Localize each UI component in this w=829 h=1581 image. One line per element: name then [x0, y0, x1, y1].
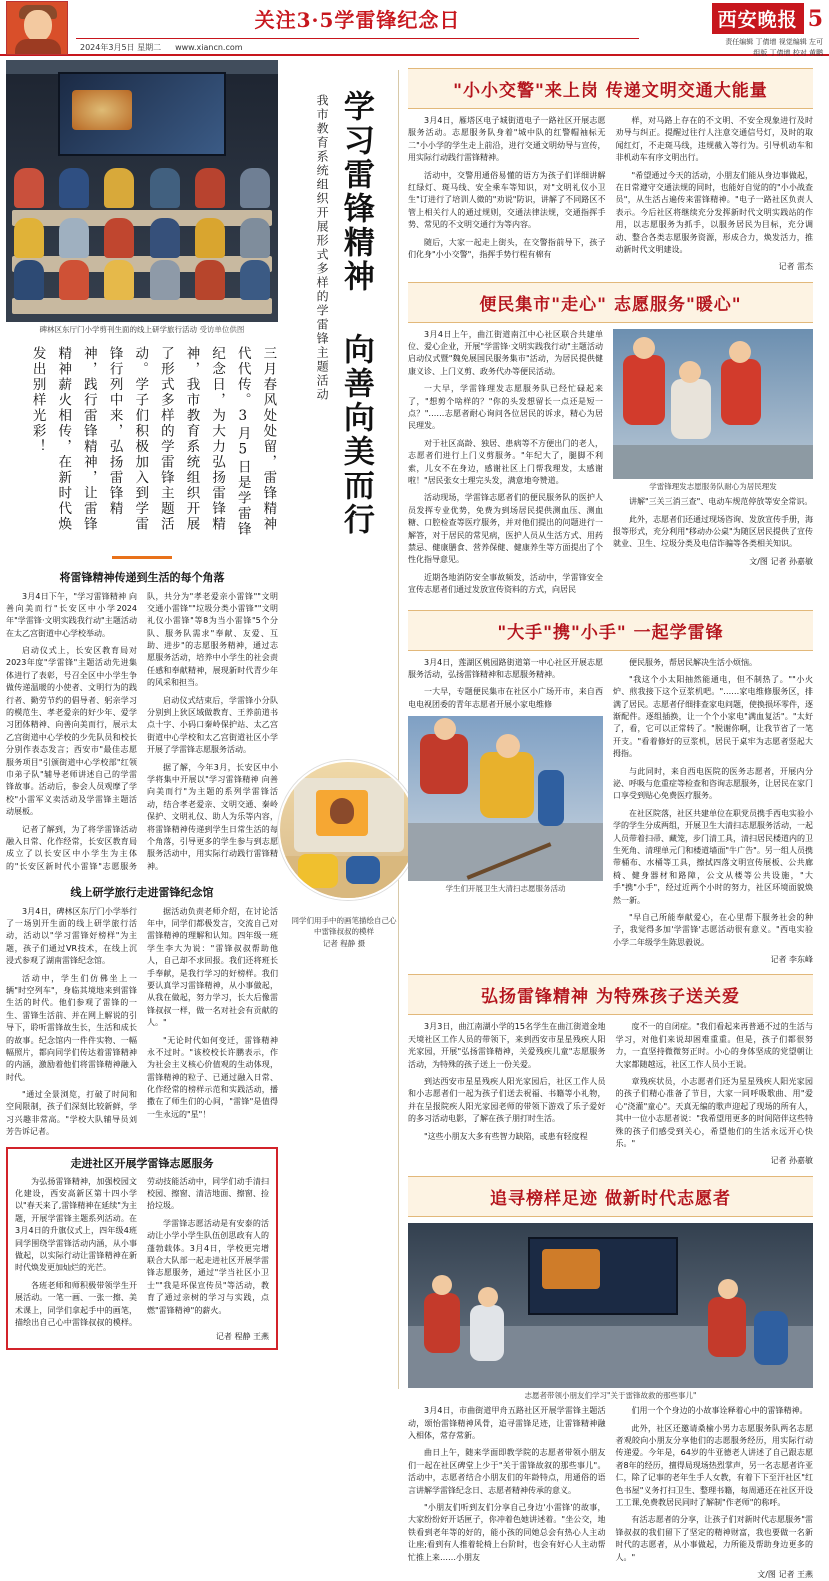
paper-name: 西安晚报 — [712, 3, 804, 34]
intro-text: 三月春风处处留，雷锋精神代代传。3月5日是学雷锋纪念日，为大力弘扬雷锋精神，我市教育系统组织开展了形式多样的学雷锋主题活动。学子们积极加入到学雷锋行列中来，弘扬雷锋精神，践行雷锋精神，让雷锋精神薪火相传，在新时代焕发出别样光彩！ — [29, 345, 277, 537]
meeting-photo-caption: 志愿者带领小朋友们学习"关于雷锋故救的那些事儿" — [524, 1390, 697, 1400]
main-headline: 学习雷锋精神 向善向美而行 — [337, 90, 374, 537]
left-section2-body — [6, 906, 278, 1139]
redbox-byline: 记者 程静 王燕 — [215, 1332, 269, 1342]
paragraph: 随后，大家一起走上街头，在交警指前导下，孩子们化身"小小交警"，指挥手势行程有棉有 — [408, 237, 606, 259]
paragraph: 便民服务，帮居民解决生活小烦恼。 — [629, 657, 757, 667]
redbox-title: 走进社区开展学雷锋志愿服务 — [70, 1156, 214, 1170]
meeting-photo — [408, 1223, 813, 1388]
left-section1-body — [6, 591, 278, 876]
section-banner-title: 关注3·5学雷锋纪念日 — [254, 7, 461, 32]
haircut-volunteer-photo — [613, 329, 813, 479]
paragraph: 学雷锋志愿活动是有安泰的活动让小学小学生队伍创思政有人的蓬勃载体。3月4日，学校更完增联合大队部一起走进社区开展学雷锋志愿服务，通过"学当社区小卫士""我是环保宣传员"等活动，教育了通过亲树的学习与实践，点燃"雷锋精神"的薪火。 — [147, 1218, 269, 1315]
left-column — [6, 60, 278, 1399]
right-section1-byline: 记者 雷杰 — [778, 262, 813, 272]
credits-line-2: 组版 丁倩增 校对 黄鹏 — [753, 48, 823, 57]
paragraph: 3月4日，市曲街道甲舟五路社区开展学雷锋主题活动，颂怡雷锋精神风骨，追寻雷锋足迹，让雷锋精神融入相体，常存常新。 — [408, 1406, 606, 1441]
middle-column — [284, 60, 402, 1399]
page-number: 5 — [807, 5, 823, 32]
caption-byline: 记者 程静 摄 — [322, 938, 366, 948]
cleaning-photo — [408, 716, 603, 881]
paragraph: 到达西安市星星残疾人阳光家园后，社区工作人员和小志愿者们一起为孩子们送去祝福、书籍等小礼物，并在呈报院疾人阳光家园老师的带领下游戏了乐子爱好的多习活动电影，了解在孩子朋打时生活。 — [408, 1077, 606, 1124]
drawing-photo-caption — [288, 915, 400, 949]
right-section5-banner — [408, 1176, 813, 1217]
main-subhead: 我市教育系统组织开展形式多样的学雷锋主题活动 — [315, 94, 330, 402]
paragraph: 3月4日上午，曲江街道南江中心社区联合共建单位、爱心企业，开展"学雷锋·文明实践我行动"主题活动启动仪式暨"魏免展国民服务集市"活动，为居民提供健康义诊、上门义剪、政务代办等便民活动。 — [408, 329, 603, 376]
right-section3-body — [408, 657, 813, 967]
masthead-subline — [76, 38, 639, 53]
right-section1-title: "小小交警"来上岗 传递文明交通大能量 — [453, 81, 768, 101]
cleaning-photo-caption: 学生们开展卫生大清扫志愿服务活动 — [445, 884, 566, 894]
paragraph: 一大早，学雷锋理发志愿服务队已经忙碌起来了，"想剪个啥样的？"你的头发想留长一点还是短一点？"……志愿者耐心询问各位居民的诉求，精心为居民理发。 — [408, 384, 603, 431]
main-headline-block — [284, 90, 402, 537]
divider — [112, 556, 172, 559]
left-redbox-article — [6, 1147, 278, 1351]
paragraph: 各班老师和师积极带领学生开展活动。一笔一画、一张一擦、美术课上，同学们拿起手中的画笔，描绘出自己心中雷锋叔叔的模样。劳动技能活动中，同学们动手清扫校园、擦窗、清洁地面、擦窗、捡拾垃圾。 — [15, 1176, 269, 1327]
paragraph: 为弘扬雷锋精神，加强校园文化建设，西安高新区第十四小学以"春天来了,雷锋精神在延续"为主题，开展学雷锋主题系列活动。在3月4日的升旗仪式上，四年级4班同学围绕学雷锋活动内涵，从小事做起，以实际行动让雷锋精神在新时代焕发更加灿烂的光芒。 — [15, 1176, 137, 1273]
paragraph: 记者了解到，为了将学雷锋活动融入日常、化作经常，长安区教育局成立了以长安区中小学生为主体的"长安区新时代小雷锋"志愿服务队，共分为"孝老爱亲小雷锋""文明交通小雷锋""垃圾分类小雷锋""文明礼仪小雷锋"等8为当小雷锋"5个分队、服务队需求"奉献、友爱、互助、进步"的志愿服务精神，通过志愿服务活动，培养中小学生的社会责任感和奉献精神，展现新时代青少年的风采和担当。 — [6, 591, 278, 871]
left-section1-title: 将雷锋精神传递到生活的每个角落 — [59, 570, 225, 584]
right-section4-banner — [408, 974, 813, 1015]
paragraph: 3月4日，碑林区东厅门小学举行了一场别开生面的线上研学旅行活动，活动以"学习雷锋好榜样"为主题，孩子们通过VR技术，在线上沉浸式参观了湖南雷锋纪念馆。 — [6, 906, 137, 966]
paragraph: 3月4日，雁塔区电子城街道电子一路社区开展志愿服务活动。志愿服务队身着"城中队的红警帽袖标无二"小小学的学生走上前沿，进行交通文明幼导与宣传，用实际行动践行雷锋精神。 — [408, 116, 606, 163]
right-column — [408, 60, 813, 1579]
haircut-photo-caption: 学雷锋理发志愿服务队耐心为居民理发 — [649, 481, 777, 491]
paragraph: 活动中，学生们仿佛坐上一辆"时空列车"，身临其境地来到雷锋生活的时代。他们参观了雷锋的一生、雷锋生活前、并在网上解说的引导下，聆听雷锋故生长，生活和成长的故事。纪念馆内一件件实物、一幅幅照片，都向同学们传达着雷锋精神的内涵，激励着他们将雷锋精神融入时代。 — [6, 973, 137, 1082]
right-section5-byline: 文/图 记者 王燕 — [757, 1569, 813, 1579]
paragraph: "无论时代如何变迁，雷锋精神永不过时。"该校校长许鹏表示，作为社会主义核心价值观的生动体现，雷锋精神的粒子、已通过融入日常、化作经常的榜样示范和实践活动，播撒在了师生们的心间，"雷锋"是值得一生永远的"星"！ — [147, 1035, 278, 1119]
right-section4-byline: 记者 孙嘉敏 — [770, 1156, 813, 1166]
paragraph: 活动现场，学雷锋志愿者们的便民服务队的医护人员发挥专业优势，免费为到场居民提供测血压、测血糖、口腔检查等医疗服务，并对他们提出的问题进行一解答，对于居民的常见病，医护人员从生活方式、用药禁忌、健康膳食、营养保健、健康养生等方面提出了个性化指导意见。 — [408, 493, 603, 565]
classroom-photo-caption — [6, 322, 278, 340]
paragraph: 有活志愿者的分享，让孩子们对新时代志愿服务"雷锋叔叔的我们留下了坚定的精神财富，我也要做一名新时代的志愿者，从小事做起，力所能及帮助身边更多的人。" — [615, 1515, 813, 1562]
right-section3-banner — [408, 610, 813, 651]
paragraph: 曲日上午，随来学面即教学院的志愿者带领小朋友们一起在社区碑堂上少于"关于雷锋故叙的那些事儿"。活动中，志愿者结合小朋友们的年龄特点，用通俗的语言讲解学雷锋纪念日、志愿者精神传承的意义。 — [408, 1448, 606, 1495]
paragraph: 3月4日，莲湖区桃园路街道第一中心社区开展志愿服务活动，弘扬雷锋精神和志愿服务精神。 — [408, 657, 603, 679]
paragraph: 此外，志愿者们还通过现场咨询、发放宣传手册，海报等形式，充分利用"移动办公桌"为随区居民提供了宣传就业、卫生、垃圾分类及电信诈骗等各类相关知识。 — [613, 514, 813, 549]
intro-block — [6, 346, 278, 546]
caption-text: 碑林区东厅门小学剪刊生面的线上研学旅行活动 — [39, 325, 198, 334]
paragraph: "小朋友们听到友们分享自己身边'小雷锋'的故事，大家纷纷好开话匣子，你冲着色她讲述着。"坐公交，地铁看到老年等的好的，能小孩的同她总会有热心人主动让座;看到有人推着轮椅上台阶时，也会有好心人主动帮忙推上来……小朋友 — [408, 1503, 606, 1562]
right-section2-title: 便民集市"走心" 志愿服务"暖心" — [479, 294, 742, 315]
caption-source: 受访单位供图 — [199, 325, 245, 334]
paragraph: 启动仪式上，长安区教育局对2023年度"学雷锋"主题活动先进集体进行了表彰，号召全区中小学生争做传递温暖的小使者、文明行为的践行者、勤劳节约的倡导者、躬亲学习的模范生、孝老爱亲的好少年、爱学习团体精神、向善向美而行，展示太乙宫街道中心学校的少先队员和校长分别作表态发言；西安市"最佳志愿服务项目"引颁街道中心学校部"红领巾弟子队"辅导老师讲述自己的学雷锋故事。活动后，参会人员观摩了学校"小雷军义卖活动及学雷锋主题活动展板。 — [6, 646, 137, 817]
right-section3-title: "大手"携"小手" 一起学雷锋 — [497, 622, 724, 643]
paragraph: 近期各地消防安全事故频发，活动中，学雷锋安全宣传志愿者们通过发放宣传资料的方式，向居民 — [408, 572, 603, 595]
paragraph: 们用一个个身边的小故事诠释着心中的雷锋精神。 — [631, 1406, 808, 1416]
paragraph: 活动中，交警用通俗易懂的语方为孩子们详细讲解红绿灯、斑马线、安全乘车等知识，对"文明礼仪小卫生"订进行了培训人微的"劝说"防识，讲解了不同路区不管上相关行人的通过规则，交通法律法规，交通指挥手势、常见的不文明交通行为等内容。 — [408, 170, 606, 230]
paragraph: 对于社区高龄、独居、患病等不方便出门的老人，志愿者们进行上门义剪服务。"年纪大了，腿脚不利索，儿女不在身边，感谢社区上门帮我理发，太感谢啦！"居民张女士理完头发，满意地夸赞道。 — [408, 438, 603, 485]
paragraph: "这些小朋友大多有些智力缺陷，或患有轻度程 — [424, 1131, 588, 1141]
caption-text: 同学们用手中的画笔描绘自己心中雷锋叔叔的模样 — [291, 916, 397, 937]
paragraph: "希望通过今天的活动，小朋友们能从身边事做起，在日常遵守交通法规的同时，也能好自觉的的"小小战查员"，从生活占遍传来雷锋精神。"电子一路社区负责人表示。今后社区将继续充分发挥新时代文明实践站的作用，以志愿服务为抓手，以服务居民为目标，充分调动、整合各类志愿服务资源，形成合力，焕发活力，推动新时代文明建设。 — [615, 170, 813, 254]
paragraph: "我这个小太阳抽然能通电，但不制热了。""小火炉、煎我接下这个豆浆机吧。"……家电维修服务区，排满了居民。志愿者仔细排查家电问题，使换损坏零件，逐渐配件。逐组插换，让一个个小家电"满血复活"。"太好了，看，它可以正常转了。"脱谢你啊，让我节省了一笔开支。"看着修好的豆浆机，居民于桌牢为志愿者竖起大拇指。 — [613, 674, 813, 759]
editor-credits — [725, 37, 823, 58]
right-section2-byline: 文/图 记者 孙嘉敏 — [749, 556, 813, 566]
right-section5-title: 追寻榜样足迹 做新时代志愿者 — [490, 1188, 731, 1209]
right-section1-banner — [408, 68, 813, 109]
paragraph: 与此同时，来自西电医院的医务志愿者，开展内分泌、呼吸与危重症等检查和咨询志愿服务，让居民在家门口享受到贴心免费医疗服务。 — [613, 766, 813, 801]
paragraph: 3月3日，曲江南湖小学的15名学生在曲江街道金地天境社区工作人员的带领下，来到西安市星星残疾人阳光家园，开展"弘扬雷锋精神，关爱残疾儿童"志愿服务活动，为特殊的孩子送上一份关爱。 — [408, 1022, 606, 1069]
masthead-center — [72, 0, 639, 54]
paragraph: 3月4日下午，"学习雷锋精神 向善向美而行"长安区中小学2024年"学雷锋·文明实践我行动"主题活动在太乙宫街道中心学校举动。 — [6, 591, 137, 638]
newspaper-logo-icon — [6, 1, 68, 55]
credits-line-1: 责任编辑 丁倩增 视觉编辑 左可 — [725, 38, 823, 46]
paragraph: 在社区院落，社区共建单位在职党员携手西电实验小学的学生分成两组，开展卫生大清扫志愿服务活动，一起人员带着扫帚、藏笼，步门清工具，清扫居民楼道内的卫生死角、清理单元门和楼道墙面"牛广告"。另一组人员携带桶布、水桶等工具，擦拭四落文明宣传展板、公共廊椅、健身器材和路障，公文从楼等公共设施，"大手"携"小手"，经过近两个小时的努力，社区环境面貌焕然一新。 — [613, 808, 813, 905]
paragraph: "早自己所能奉献爱心，在心里帮下服务社会的种子，我觉得多加'学雷锋'志愿活动很有意义。"西电实验小学二年级学生陈思毅说。 — [613, 912, 813, 947]
paragraph: 此外，社区还邀请桑榆小男力志愿服务队两名志愿者观皎向小朋友分享他们的志愿服务经历，用实际行动传递爱。今年是，64岁的牛亚德老人讲述了自己跟志愿者8年的经历，擅得局现场热烈掌声，另一名志愿者许亚仁，除了记事的老年生手人女教，有着下下至汗社区"红色书屋"义务打扫卫生、整理书籍，每周通还在社区开设工工课,免费教居民同时了解制"作老师"的称呼。 — [615, 1423, 813, 1508]
masthead-right — [639, 0, 829, 57]
masthead — [0, 0, 829, 56]
paragraph: 据了解，今年3月，长安区中小学将集中开展以"学习雷锋精神 向善向美而行"为主题的系列学雷锋活动，结合孝老爱亲、文明交通、秦岭保护、文明礼仪、助人为乐等内容，将雷锋精神传递到学生日常生活的每个角落，引导更多的学生参与到志愿服务活动中，用实际行动践行雷锋精神。 — [147, 762, 278, 871]
nameplate — [712, 3, 823, 34]
drawing-photo — [278, 760, 418, 900]
right-section4-title: 弘扬雷锋精神 为特殊孩子送关爱 — [481, 987, 740, 1008]
right-section1-body — [408, 115, 813, 274]
redbox-body — [15, 1176, 269, 1330]
paragraph: 样，对马路上存在的不文明、不安全现象进行及时劝导与纠正。提醒过往行人注意交通信号灯，及时的取闻红灯，不走斑马线，违规截入等行为。引导机动车和非机动车有序文明出行。 — [615, 116, 813, 163]
right-section4-body — [408, 1021, 813, 1167]
page-body — [0, 56, 829, 1579]
publication-date: 2024年3月5日 星期二 — [80, 42, 162, 52]
right-section2-banner — [408, 282, 813, 323]
paragraph: 一大早，专题便民集市在社区小广场开市，来自西电电视团委的青年志愿者开展小家电维修 — [408, 687, 603, 709]
paragraph: 章残疾状员，小志愿者们还为星星残疾人阳光家园的孩子们精心准备了节目，大家一同呼吸歌曲、用"爱心"浇灌"童心"。天真无编的歌声迎起了现场的所有人，其中一位小志愿者说："我希望用更多的时间陪伴这些特殊的孩子们感受到关心，希望他们的生活永远开心快乐。" — [615, 1077, 813, 1148]
left-section2-title: 线上研学旅行走进雷锋纪念馆 — [70, 885, 214, 899]
right-section2-body — [408, 329, 813, 602]
website-url[interactable]: www.xiancn.com — [175, 42, 243, 52]
paragraph: "通过全景浏览，打破了时间和空间限制，孩子们深刻比较新鲜，学习兴趣非常高。"学校大队辅导员刘芳告诉记者。 — [6, 1090, 137, 1137]
classroom-photo — [6, 60, 278, 322]
paragraph: 据活动负责老师介绍，在讨论活年中，同学们都极发言，交流自己对雷锋精神的理解和认知。四年级一班学生李大为说："雷锋叔叔帮助他人，自己却不求回报。我们还将班长手奉献，是我行学习的好榜样。我们要认真学习雷锋精神，从小事做起，从我在做起，努力学习，长大后像雷锋叔叔一样，做一名对社会有贡献的人。" — [147, 906, 278, 1028]
right-section3-byline: 记者 李东峰 — [770, 955, 813, 965]
right-section5-body — [408, 1405, 813, 1581]
paragraph: 度不一的自闭症。"我们看起来再普通不过的生活与学习，对他们来说却困难重重。但是，孩子们都很努力，一直坚持微微努正时。小心的身体坚成的党望朝让大家都随越远，社区工作人员小王说。 — [615, 1022, 813, 1069]
paragraph: 讲解"三关三消三查"、电动车规范停放等安全常识。 — [629, 497, 813, 507]
paragraph: 启动仪式结束后，学雷锋小分队分别到上狄区域做教育、王养前道书点十字、小码口秦岭保护站、太乙宫街道中心学校和太乙宫街道社区小学开展了学雷锋志愿服务活动。 — [147, 695, 278, 755]
